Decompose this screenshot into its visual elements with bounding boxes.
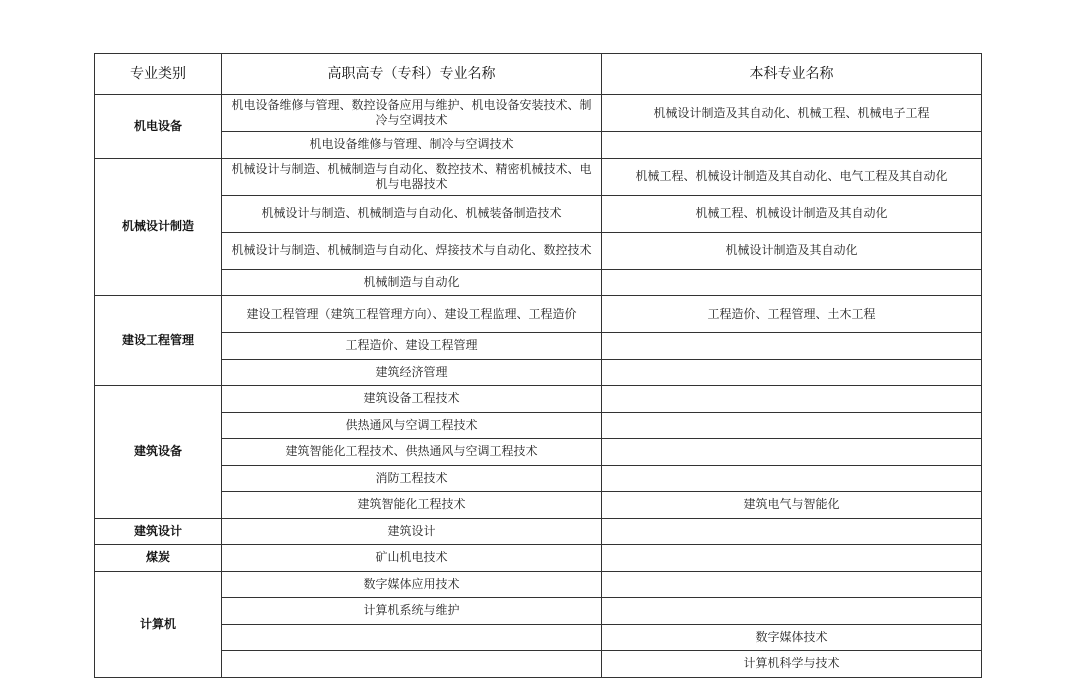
table-row [95,132,982,159]
vocational-major-cell: 矿山机电技术 [222,545,602,572]
bachelor-major-cell [602,518,982,545]
bachelor-major-cell: 机械设计制造及其自动化 [602,232,982,269]
category-cell: 计算机 [95,571,222,677]
category-cell: 建设工程管理 [95,296,222,386]
vocational-major-cell: 建筑设计 [222,518,602,545]
header-bachelor-major: 本科专业名称 [602,54,982,95]
vocational-major-cell [222,624,602,651]
category-cell: 建筑设备 [95,386,222,519]
bachelor-major-cell: 数字媒体技术 [602,624,982,651]
vocational-major-cell: 数字媒体应用技术 [222,571,602,598]
table-row [95,571,982,598]
table-row [95,195,982,232]
category-cell: 煤炭 [95,545,222,572]
vocational-major-cell: 建筑经济管理 [222,359,602,386]
table-row [95,359,982,386]
table-row [95,95,982,132]
header-category: 专业类别 [95,54,222,95]
vocational-major-cell: 机械设计与制造、机械制造与自动化、机械装备制造技术 [222,195,602,232]
vocational-major-cell: 建设工程管理（建筑工程管理方向）、建设工程监理、工程造价 [222,296,602,333]
vocational-major-cell: 机械制造与自动化 [222,269,602,296]
bachelor-major-cell: 机械设计制造及其自动化、机械工程、机械电子工程 [602,95,982,132]
vocational-major-cell: 建筑智能化工程技术、供热通风与空调工程技术 [222,439,602,466]
table-row [95,465,982,492]
table-row [95,386,982,413]
bachelor-major-cell [602,571,982,598]
bachelor-major-cell: 机械工程、机械设计制造及其自动化 [602,195,982,232]
table-row [95,269,982,296]
table-row [95,232,982,269]
table-row [95,624,982,651]
vocational-major-cell: 机械设计与制造、机械制造与自动化、数控技术、精密机械技术、电机与电器技术 [222,158,602,195]
bachelor-major-cell: 建筑电气与智能化 [602,492,982,519]
table-row [95,439,982,466]
bachelor-major-cell [602,333,982,360]
table-row [95,296,982,333]
vocational-major-cell: 工程造价、建设工程管理 [222,333,602,360]
bachelor-major-cell [602,545,982,572]
bachelor-major-cell [602,598,982,625]
vocational-major-cell [222,651,602,678]
bachelor-major-cell: 机械工程、机械设计制造及其自动化、电气工程及其自动化 [602,158,982,195]
bachelor-major-cell [602,439,982,466]
vocational-major-cell: 消防工程技术 [222,465,602,492]
bachelor-major-cell [602,359,982,386]
vocational-major-cell: 机电设备维修与管理、制冷与空调技术 [222,132,602,159]
table-row [95,158,982,195]
bachelor-major-cell [602,132,982,159]
category-cell: 机电设备 [95,95,222,159]
vocational-major-cell: 计算机系统与维护 [222,598,602,625]
bachelor-major-cell [602,386,982,413]
category-cell: 建筑设计 [95,518,222,545]
vocational-major-cell: 机械设计与制造、机械制造与自动化、焊接技术与自动化、数控技术 [222,232,602,269]
bachelor-major-cell: 工程造价、工程管理、土木工程 [602,296,982,333]
vocational-major-cell: 机电设备维修与管理、数控设备应用与维护、机电设备安装技术、制冷与空调技术 [222,95,602,132]
vocational-major-cell: 建筑智能化工程技术 [222,492,602,519]
category-cell: 机械设计制造 [95,158,222,296]
major-comparison-table [94,53,982,678]
bachelor-major-cell [602,412,982,439]
header-vocational-major: 高职高专（专科）专业名称 [222,54,602,95]
table-row [95,545,982,572]
table-row [95,651,982,678]
bachelor-major-cell [602,269,982,296]
table-row [95,333,982,360]
table-row [95,412,982,439]
table-row [95,492,982,519]
bachelor-major-cell: 计算机科学与技术 [602,651,982,678]
bachelor-major-cell [602,465,982,492]
table-row [95,598,982,625]
vocational-major-cell: 供热通风与空调工程技术 [222,412,602,439]
table-row [95,518,982,545]
table-header-row [95,54,982,95]
vocational-major-cell: 建筑设备工程技术 [222,386,602,413]
